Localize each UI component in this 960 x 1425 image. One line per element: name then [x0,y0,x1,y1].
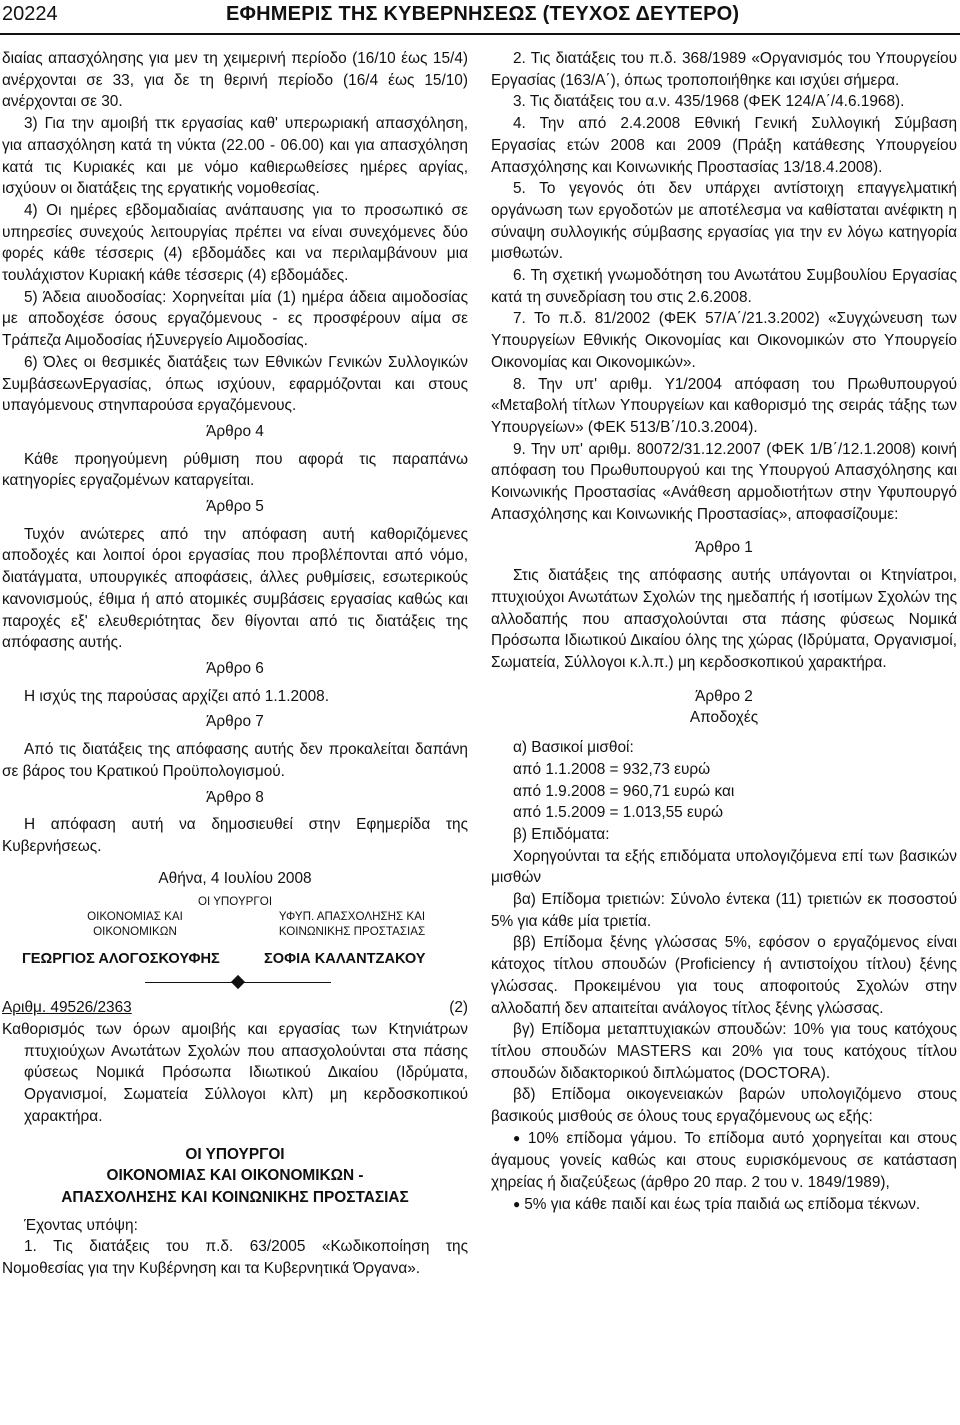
consideration-3: 3. Τις διατάξεις του α.ν. 435/1968 (ΦΕΚ 124/Α΄/4.6.1968). [513,93,905,111]
minister-2-title-line-2: ΚΟΙΝΩΝΙΚΗΣ ΠΡΟΣΤΑΣΙΑΣ [278,925,426,939]
paragraph-blood-donation-leave: 5) Άδεια αιυοδοσίας: Χορηνείται μία (1) ημέρα άδεια αιμοδοσίας με αποδοχέσε όσους εργαζόμενους - ες προσφέρουν αίμα σε Τράπεζα Αιμοδοσίας ήΣυνεργείο Αιμοδοσίας. [2,288,468,350]
having-regard: Έχοντας υπόψη: [24,1216,138,1234]
paragraph-weekly-rest: 4) Οι ημέρες εβδομαδιαίας ανάπαυσης για το προσωπικό σε υπηρεσίες συνεχούς λειτουργίας πρέπει να είναι συνεχόμενες δύο φορές κάθε τέσσερις (4) εβδομάδες και να περιλαμβάνουν μια τουλάχιστον Κυριακή κάθε τέσσερις (4) εβδομάδες. [2,201,468,285]
ministers-label: ΟΙ ΥΠΟΥΡΓΟΙ [197,895,273,909]
bullet-icon [513,1130,528,1147]
decision-title: Καθορισμός των όρων αμοιβής και εργασίας των Κτηνιάτρων πτυχιούχων Ανωτάτων Σχολών που απασχολούνται στα πάσης φύσεως Νομικά Πρόσωπα Ιδιωτικού Δικαίου (Ιδρύματα, Οργανισμοί, Σωματεία Σύλλογοι κλπ) μη κερδοσκοπικού χαρακτήρα. [2,1021,468,1125]
authority-line-1: ΟΙ ΥΠΟΥΡΓΟΙ [185,1145,285,1163]
article-6-text: Η ισχύς της παρούσας αρχίζει από 1.1.2008. [24,687,329,705]
article-8-text: Η απόφαση αυτή να δημοσιευθεί στην Εφημερίδα της Κυβερνήσεως. [2,816,468,855]
gazette-title: ΕΦΗΜΕΡΙΣ ΤΗΣ ΚΥΒΕΡΝΗΣΕΩΣ (ΤΕΥΧΟΣ ΔΕΥΤΕΡΟ) [226,3,740,25]
basic-salaries-label: α) Βασικοί μισθοί: [513,739,634,757]
consideration-6: 6. Τη σχετική γνωμοδότηση του Ανωτάτου Συμβουλίου Εργασίας κατά τη συνεδρίαση του στις 2.6.2008. [491,267,957,306]
allowance-family: βδ) Επίδομα οικογενειακών βαρών υπολογιζόμενο στους βασικούς μισθούς σε όλους τους εργαζόμενους ως εξής: [491,1086,957,1126]
article-6-heading: Άρθρο 6 [206,659,264,677]
allowances-intro: Χορηγούνται τα εξής επιδόματα υπολογιζόμενα επί των βασικών μισθών [491,847,957,887]
article-2-subheading: Αποδοχές [689,709,759,727]
diamond-icon [231,975,245,989]
minister-1-title-line-2: ΟΙΚΟΝΟΜΙΚΩΝ [93,925,177,939]
article-7-heading: Άρθρο 7 [206,713,264,731]
allowance-triennial: βα) Επίδομα τριετιών: Σύνολο έντεκα (11) τριετιών εκ ποσοστού 5% για κάθε μία τριετία. [491,891,957,930]
family-bullet-children [491,1194,957,1217]
article-4-heading: Άρθρο 4 [206,422,264,440]
salary-from-1-9-2008: από 1.9.2008 = 960,71 ευρώ και [513,782,735,800]
minister-1-name: ΓΕΩΡΓΙΟΣ ΑΛΟΓΟΣΚΟΥΦΗΣ [22,951,220,968]
decision-sequence: (2) [449,999,468,1017]
article-4-text: Κάθε προηγούμενη ρύθμιση που αφορά τις παραπάνω κατηγορίες εργαζομένων καταργείται. [2,450,468,490]
allowance-postgraduate: βγ) Επίδομα μεταπτυχιακών σπουδών: 10% για τους κατόχους τίτλου σπουδών MASTERS και 20% για τους κατόχους τίτλου σπουδών διδακτορικού διπλώματος (DOCTORA). [491,1021,957,1082]
consideration-7: 7. Το π.δ. 81/2002 (ΦΕΚ 57/Α΄/21.3.2002) «Συγχώνευση των Υπουργείων Εθνικής Οικονομίας και Οικονομικών στο Υπουργείο Οικονομίας και Οικονομικών». [491,310,957,371]
paragraph-institutional-provisions: 6) Όλες οι θεσμικές διατάξεις των Εθνικών Γενικών Συλλογικών ΣυμβάσεωνΕργασίας, όπως ισχύουν, εφαρμόζονται και στους υπαγόμενους στηνπαρούσα εργαζόμενους. [2,353,468,415]
decision-number: Αριθμ. 49526/2363 [2,999,132,1017]
right-column [491,48,957,1217]
place-date: Αθήνα, 4 Ιουλίου 2008 [158,869,312,887]
page-header [0,0,960,30]
minister-2-title [264,909,440,939]
paragraph-hours: διαίας απασχόλησης για μεν τη χειμερινή περίοδο (16/10 έως 15/4) ανέρχονται σε 33, για δε τη θερινή περίοδο (16/4 έως 15/10) ανέρχονται σε 30. [2,50,468,111]
consideration-4: 4. Την από 2.4.2008 Εθνική Γενική Συλλογική Σύμβαση Εργασίας ετών 2008 και 2009 (Πράξη κατάθεσης Υπουργείου Απασχόλησης και Κοινωνικής Προστασίας 13/18.4.2008). [491,115,957,176]
allowance-foreign-language: ββ) Επίδομα ξένης γλώσσας 5%, εφόσον ο εργαζόμενος είναι κάτοχος τίτλου σπουδών (Proficiency ή αντιστοίχου τίτλου) ξένης γλώσσας. Προκειμένου για τους αποφοιτούς Σχολών στην αλλοδαπή δεν απαιτείται ανάλογος τίτλος ξένης γλώσσας. [491,934,957,1017]
minister-1-title [80,909,190,939]
authority-line-3: ΑΠΑΣΧΟΛΗΣΗΣ ΚΑΙ ΚΟΙΝΩΝΙΚΗΣ ΠΡΟΣΤΑΣΙΑΣ [61,1188,409,1206]
family-bullet-children-text: 5% για κάθε παιδί και έως τρία παιδιά ως επίδομα τέκνων. [524,1195,921,1213]
salary-from-1-1-2008: από 1.1.2008 = 932,73 ευρώ [513,760,711,778]
family-bullet-marriage [491,1128,957,1194]
signature-block [2,891,468,969]
article-8-heading: Άρθρο 8 [206,788,264,806]
left-column [2,48,468,1280]
article-7-text: Από τις διατάξεις της απόφασης αυτής δεν προκαλείται δαπάνη σε βάρος του Κρατικού Προϋπολογισμού. [2,741,468,780]
paragraph-overtime: 3) Για την αμοιβή ττκ εργασίας καθ' υπερωριακή απασχόληση, για απασχόληση κατά τη νύκτα (22.00 - 06.00) και για απασχόληση κατά τις Κυριακές και με νόμο καθιερωθείσες ημέρες αργίας, ισχύουν οι διατάξεις της εργατικής νομοθεσίας. [2,115,468,198]
allowances-label: β) Επιδόματα: [513,825,610,843]
consideration-5: 5. Το γεγονός ότι δεν υπάρχει αντίστοιχη επαγγελματική οργάνωση των εργοδοτών με αποτέλεσμα να καθίσταται ανέφικτη η σύναψη συλλογικής σύμβασης εργασίας για την εν λόγω κατηγορία μισθωτών. [491,180,957,263]
article-5-heading: Άρθρο 5 [206,498,264,516]
family-bullet-marriage-text: 10% επίδομα γάμου. Το επίδομα αυτό χορηγείται και στους άγαμους γονείς καθώς και στους ευρισκόμενους σε κατάσταση χηρείας ή διαζεύξεως (άρθρο 20 παρ. 2 του ν. 1849/1989), [491,1129,957,1192]
minister-2-title-line-1: ΥΦΥΠ. ΑΠΑΣΧΟΛΗΣΗΣ ΚΑΙ [278,910,426,924]
header-rule [0,33,960,35]
minister-1-title-line-1: ΟΙΚΟΝΟΜΙΑΣ ΚΑΙ [87,910,183,924]
bullet-icon [513,1196,524,1213]
page-number: 20224 [2,3,58,25]
article-2-heading: Άρθρο 2 [695,687,753,705]
consideration-1: 1. Τις διατάξεις του π.δ. 63/2005 «Κωδικοποίηση της Νομοθεσίας για την Κυβέρνηση και τα Κυβερνητικά Όργανα». [2,1238,468,1278]
article-1-heading: Άρθρο 1 [695,539,753,557]
consideration-2: 2. Τις διατάξεις του π.δ. 368/1989 «Οργανισμός του Υπουργείου Εργασίας (163/Α΄), όπως τροποποιήθηκε και ισχύει σήμερα. [491,50,957,89]
section-divider [2,969,468,997]
authority-line-2: ΟΙΚΟΝΟΜΙΑΣ ΚΑΙ ΟΙΚΟΝΟΜΙΚΩΝ - [106,1167,364,1185]
consideration-9: 9. Την υπ' αριθμ. 80072/31.12.2007 (ΦΕΚ 1/Β΄/12.1.2008) κοινή απόφαση του Πρωθυπουργού και της Υπουργού Απασχόλησης και Κοινωνικής Προστασίας «Ανάθεση αρμοδιοτήτων στην Υφυπουργό Απασχόλησης και Κοινωνικής Προστασίας», αποφασίζουμε: [491,440,957,523]
article-5-text: Τυχόν ανώτερες από την απόφαση αυτή καθοριζόμενες αποδοχές και λοιποί όροι εργασίας που προβλέπονται από νόμο, διατάγματα, υπουργικές αποφάσεις, άλλες ρυθμίσεις, εσωτερικούς κανονισμούς, έθιμα ή από ατομικές συμβάσεις εργασίας καθώς και παροχές εξ' ελευθεριότητας δεν θίγονται από τις διατάξεις της απόφασης αυτής. [2,525,468,652]
article-1-text: Στις διατάξεις της απόφασης αυτής υπάγονται οι Κτηνίατροι, πτυχιούχοι Ανωτάτων Σχολών της ημεδαπής ή ισοτίμων Σχολών της αλλοδαπής που απασχολούνται στα πάσης φύσεως Νομικά Πρόσωπα Ιδιωτικού Δικαίου όλης της χώρας (Ιδρύματα, Οργανισμοί, Σωματεία, Σύλλογοι κ.λ.π.) μη κερδοσκοπικού χαρακτήρα. [491,567,957,671]
decision-number-row [2,997,468,1019]
minister-2-name: ΣΟΦΙΑ ΚΑΛΑΝΤΖΑΚΟΥ [264,951,426,968]
consideration-8: 8. Την υπ' αριθμ. Υ1/2004 απόφαση του Πρωθυπουργού «Μεταβολή τίτλων Υπουργείων και καθορισμό της σειράς τάξης των Υπουργείων» (ΦΕΚ 513/Β΄/10.3.2004). [491,375,957,436]
salary-from-1-5-2009: από 1.5.2009 = 1.013,55 ευρώ [513,804,724,822]
